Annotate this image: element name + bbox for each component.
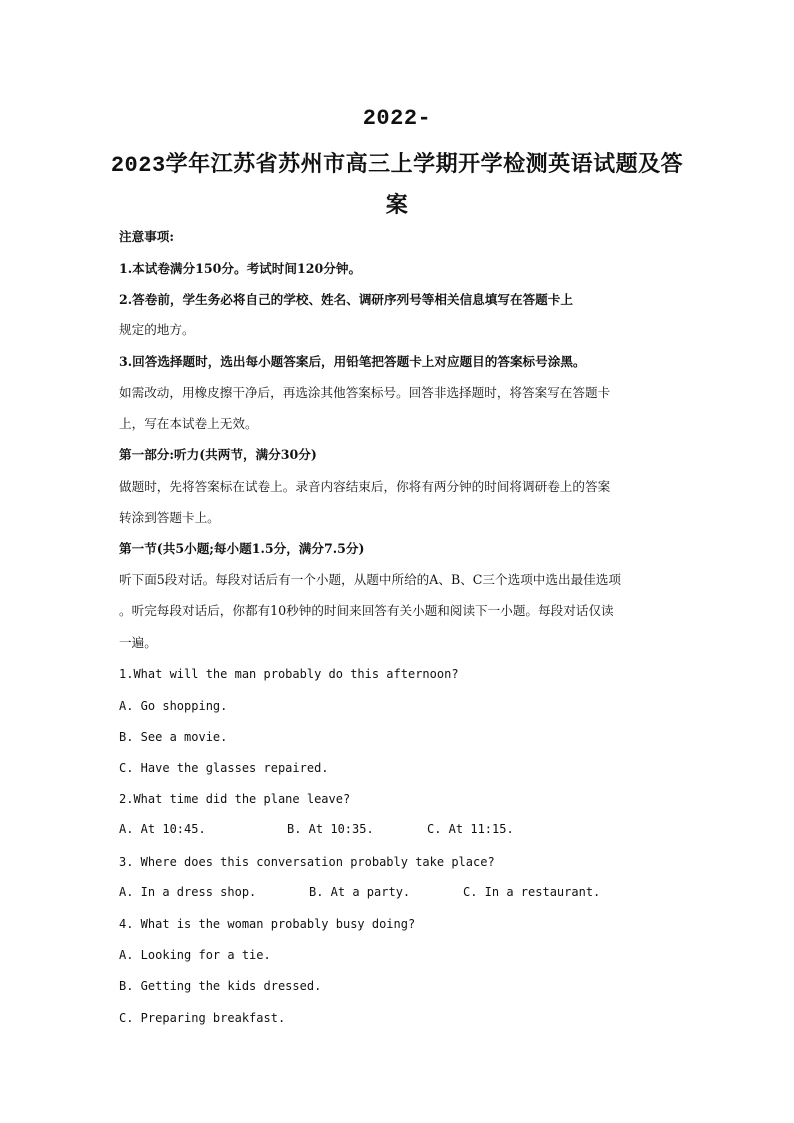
section1-instruction-line-3: 一遍。 [119,635,157,650]
question-4-option-c: C. Preparing breakfast. [119,1011,286,1025]
question-2-option-a: A. At 10:45. [119,822,206,836]
question-3-option-c: C. In a restaurant. [463,885,601,899]
question-1-option-c: C. Have the glasses repaired. [119,761,329,775]
notes-item-3-line-3: 上，写在本试卷上无效。 [119,416,258,431]
question-3-stem: 3. Where does this conversation probably take place? [119,855,495,869]
question-1-stem: 1.What will the man probably do this afternoon? [119,667,459,681]
notes-heading: 注意事项: [119,229,175,244]
notes-item-1: 1.本试卷满分150分。考试时间120分钟。 [119,261,362,276]
notes-item-2-line-2: 规定的地方。 [119,322,195,337]
section1-instruction-line-1: 听下面5段对话。每段对话后有一个小题，从题中所给的A、B、C三个选项中选出最佳选项 [119,572,621,587]
question-3-option-b: B. At a party. [309,885,411,899]
notes-item-2-line-1: 2.答卷前，学生务必将自己的学校、姓名、调研序列号等相关信息填写在答题卡上 [119,292,573,307]
section1-heading: 第一节(共5小题;每小题1.5分，满分7.5分) [119,541,365,556]
notes-item-3-line-1: 3.回答选择题时，选出每小题答案后，用铅笔把答题卡上对应题目的答案标号涂黑。 [119,354,586,369]
section1-instruction-line-2: 。听完每段对话后，你都有10秒钟的时间来回答有关小题和阅读下一小题。每段对话仅读 [119,603,614,618]
question-2-option-c: C. At 11:15. [427,822,514,836]
question-2-stem: 2.What time did the plane leave? [119,792,351,806]
question-2-option-b: B. At 10:35. [287,822,374,836]
question-3-option-a: A. In a dress shop. [119,885,257,899]
title-line-2: 2023学年江苏省苏州市高三上学期开学检测英语试题及答 [110,153,684,178]
part1-instruction-line-1: 做题时，先将答案标在试卷上。录音内容结束后，你将有两分钟的时间将调研卷上的答案 [119,479,611,494]
question-1-option-b: B. See a movie. [119,730,228,744]
title-line-3: 案 [385,194,409,219]
part1-instruction-line-2: 转涂到答题卡上。 [119,510,220,525]
question-4-stem: 4. What is the woman probably busy doing? [119,917,416,931]
question-4-option-b: B. Getting the kids dressed. [119,979,322,993]
question-4-option-a: A. Looking for a tie. [119,948,271,962]
part1-heading: 第一部分:听力(共两节，满分30分) [119,447,317,462]
title-line-1: 2022- [362,106,432,131]
question-1-option-a: A. Go shopping. [119,699,228,713]
notes-item-3-line-2: 如需改动，用橡皮擦干净后，再选涂其他答案标号。回答非选择题时，将答案写在答题卡 [119,385,611,400]
